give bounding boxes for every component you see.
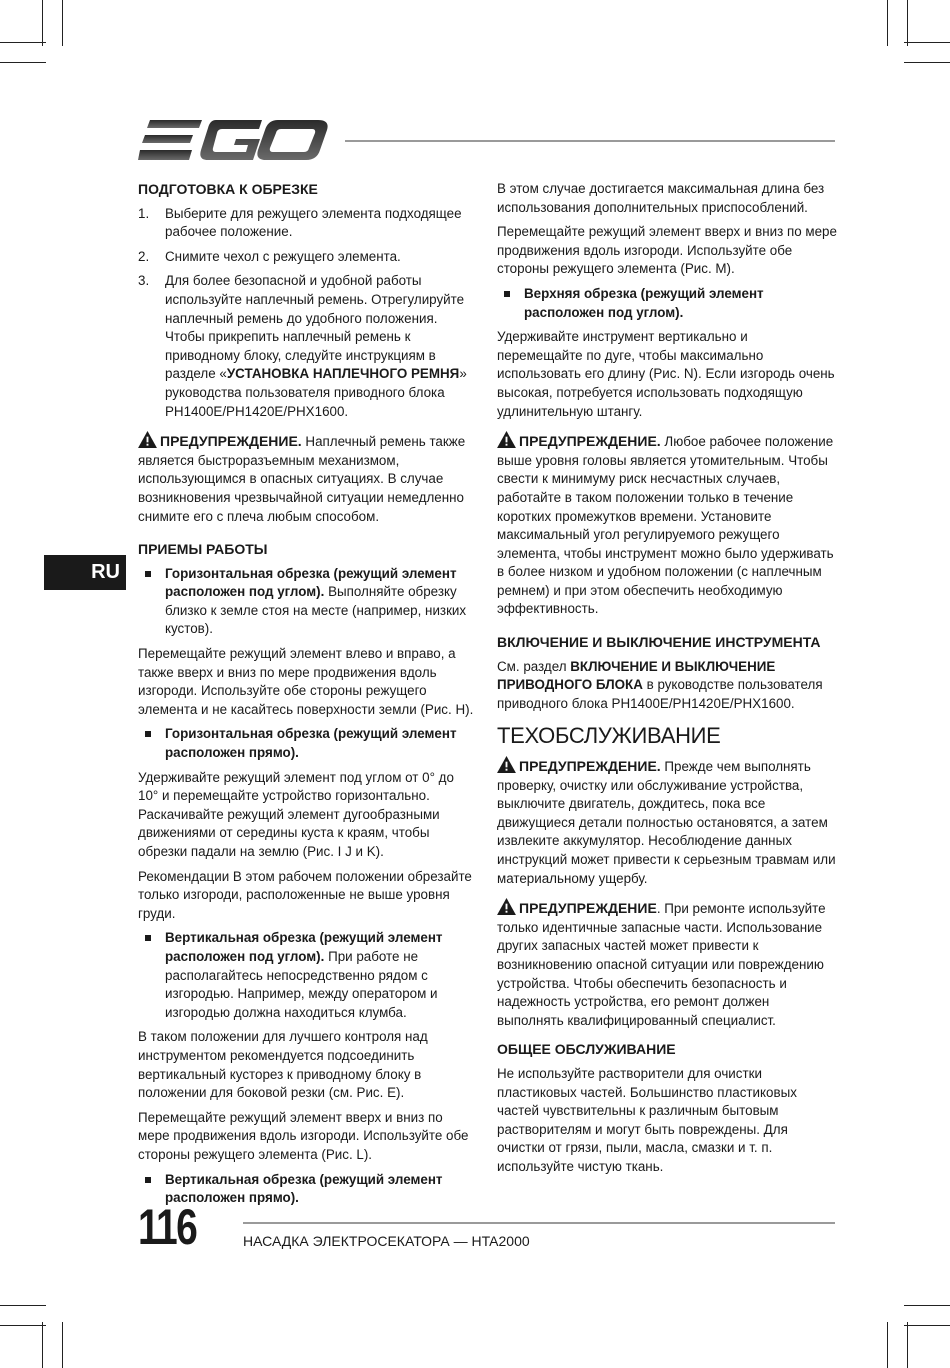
left-column [138,180,476,1214]
list-number: 3. [138,273,150,289]
warning-label: ПРЕДУПРЕЖДЕНИЕ. [519,433,661,450]
section-reference: ВКЛЮЧЕНИЕ И ВЫКЛЮЧЕНИЕ ПРИВОДНОГО БЛОКА [497,658,776,693]
list-text: Выберите для режущего элемента подходящее рабочее положение. [165,205,462,240]
warning-block [497,431,837,619]
crop-mark [42,1322,43,1368]
text-part: в руководстве пользователя приводного блока PH1400E/PH1420E/PHX1600. [497,677,823,711]
crop-mark [42,0,43,46]
heading-general-maintenance: ОБЩЕЕ ОБСЛУЖИВАНИЕ [497,1041,676,1058]
crop-mark [904,1325,950,1326]
list-text [165,272,476,421]
heading-on-off: ВКЛЮЧЕНИЕ И ВЫКЛЮЧЕНИЕ ИНСТРУМЕНТА [497,634,821,651]
warning-block [497,756,837,888]
crop-mark [0,42,46,43]
bullet-text [165,929,476,1022]
text-part: См. раздел [497,658,571,674]
list-number: 2. [138,248,150,264]
section-reference: УСТАНОВКА НАПЛЕЧНОГО РЕМНЯ [226,366,460,382]
paragraph: Перемещайте режущий элемент вверх и вниз по мере продвижения вдоль изгороди. Используйте обе стороны режущего элемента (Рис. M). [497,224,837,277]
crop-mark [62,1322,63,1368]
bullet-text [165,565,476,639]
paragraph [497,658,837,714]
warning-label: ПРЕДУПРЕЖДЕНИЕ. [519,758,661,775]
bullet-title: Горизонтальная обрезка (режущий элемент расположен прямо). [165,726,457,761]
warning-text: . При ремонте используйте только идентичные запасные части. Использование других запасных частей может привести к возникновению опасной ситуации или повреждению устройства. Чтобы обеспечить безопасность и надежность устройства, его ремонт должен выполнять квалифицированный специалист. [497,901,826,1028]
crop-mark [907,1322,908,1368]
language-tab: RU [44,555,126,590]
bullet-marker [138,929,165,1022]
list-number: 1. [138,205,150,221]
crop-mark [907,0,908,46]
bullet-item [138,929,476,1022]
warning-label: ПРЕДУПРЕЖДЕНИЕ [519,900,657,917]
warning-label: ПРЕДУПРЕЖДЕНИЕ. [160,433,302,450]
crop-mark [62,0,63,46]
paragraph: В этом случае достигается максимальная длина без использования дополнительных приспособлений. [497,181,825,215]
paragraph: Рекомендации В этом рабочем положении обрезайте только изгороди, расположенные не выше уровня груди. [138,868,472,921]
crop-mark [904,1305,950,1306]
bullet-item [138,565,476,639]
warning-text: Прежде чем выполнять проверку, очистку или обслуживание устройства, выключите двигатель, дождитесь, пока все движущиеся детали полностью остановятся, а затем извлеките аккумулятор. Несоблюдение данных инструкций может привести к серьезным травмам или материальному ущербу. [497,759,836,886]
right-column [497,180,837,1183]
paragraph: Удерживайте режущий элемент под углом от 0° до 10° и перемещайте устройство горизонтально. Раскачивайте режущий элемент дугообразными движениями от середины куста к краям, чтобы обрезки падали на землю (Рис. I J и K). [138,769,454,859]
paragraph: Перемещайте режущий элемент вверх и вниз по мере продвижения вдоль изгороди. Используйте обе стороны режущего элемента (Рис. L). [138,1109,469,1162]
crop-mark [904,62,950,63]
warning-icon [497,756,516,773]
list-item [138,248,476,267]
list-item [138,272,476,421]
crop-mark [0,1305,46,1306]
bullet-item [497,285,837,322]
page-number: 116 [138,1199,197,1255]
crop-mark [0,62,46,63]
bullet-body: При работе не располагайтесь непосредственно рядом с изгородью. Например, между оператором и изгородью должна находиться клумба. [165,948,438,1020]
warning-icon [138,431,157,448]
warning-icon [497,431,516,448]
list-text-part: Для более безопасной и удобной работы используйте наплечный ремень. Отрегулируйте наплечный ремень до удобного положения. Чтобы прикрепить наплечный ремень к приводному блоку, следуйте инструкциям в разделе « [165,273,465,382]
header-rule [345,140,835,142]
warning-block [497,898,837,1030]
crop-mark [904,42,950,43]
list-text: Снимите чехол с режущего элемента. [165,248,401,264]
paragraph: Перемещайте режущий элемент влево и вправо, а также вверх и вниз по мере продвижения вдоль изгороди. Используйте обе стороны режущего элемента и не касайтесь поверхности земли (Рис. H). [138,646,474,717]
paragraph: В таком положении для лучшего контроля над инструментом рекомендуется подсоединить вертикальный кусторез к приводному блоку в положении для боковой резки (см. Рис. E). [138,1029,428,1101]
crop-mark [887,0,888,46]
footer-title: НАСАДКА ЭЛЕКТРОСЕКАТОРА — HTA2000 [243,1233,530,1249]
bullet-marker [138,565,165,639]
heading-maintenance: ТЕХОБСЛУЖИВАНИЕ [497,723,721,749]
list-item [138,205,476,242]
ego-logo [138,118,328,162]
bullet-body: Выполняйте обрезку близко к земле стоя на месте (например, низких кустов). [165,584,467,637]
footer-rule [243,1222,835,1224]
warning-text: Любое рабочее положение выше уровня головы является утомительным. Чтобы свести к минимуму риск несчастных случаев, работайте в таком положении только в течение коротких промежутков времени. Установите максимальный угол регулируемого режущего элемента, чтобы инструмент можно было удерживать в более низком и удобном положении (с наплечным ремнем) и при этом обеспечить необходимую эффективность. [497,434,834,617]
paragraph: Не используйте растворители для очистки пластиковых частей. Большинство пластиковых частей чувствительны к различным бытовым растворителям и могут быть повреждены. Для очистки от грязи, пыли, масла, смазки и т. п. используйте чистую ткань. [497,1065,797,1174]
warning-text: Наплечный ремень также является быстроразъемным механизмом, использующимся в опасных ситуациях. В случае возникновения чрезвычайной ситуации немедленно снимите его с плеча любым способом. [138,434,466,524]
bullet-marker [138,725,165,762]
bullet-marker [497,285,524,322]
paragraph: Удерживайте инструмент вертикально и перемещайте по дуге, чтобы максимально использовать его длину (Рис. N). Если изгородь очень высокая, потребуется использовать подходящую удлинительную штангу. [497,329,835,419]
crop-mark [0,1325,46,1326]
bullet-title: Верхняя обрезка (режущий элемент расположен под углом). [524,285,764,320]
crop-mark [887,1322,888,1368]
heading-techniques: ПРИЕМЫ РАБОТЫ [138,541,268,558]
list-text-part: » руководства пользователя приводного блока PH1400E/PH1420E/PHX1600. [165,366,467,419]
warning-block [138,431,476,526]
bullet-item [138,725,476,762]
warning-icon [497,898,516,915]
bullet-title: Вертикальная обрезка (режущий элемент расположен прямо). [165,1171,443,1206]
bullet-title: Горизонтальная обрезка (режущий элемент расположен под углом). [165,565,457,600]
bullet-title: Вертикальная обрезка (режущий элемент расположен под углом). [165,930,443,964]
heading-prep: ПОДГОТОВКА К ОБРЕЗКЕ [138,181,318,197]
